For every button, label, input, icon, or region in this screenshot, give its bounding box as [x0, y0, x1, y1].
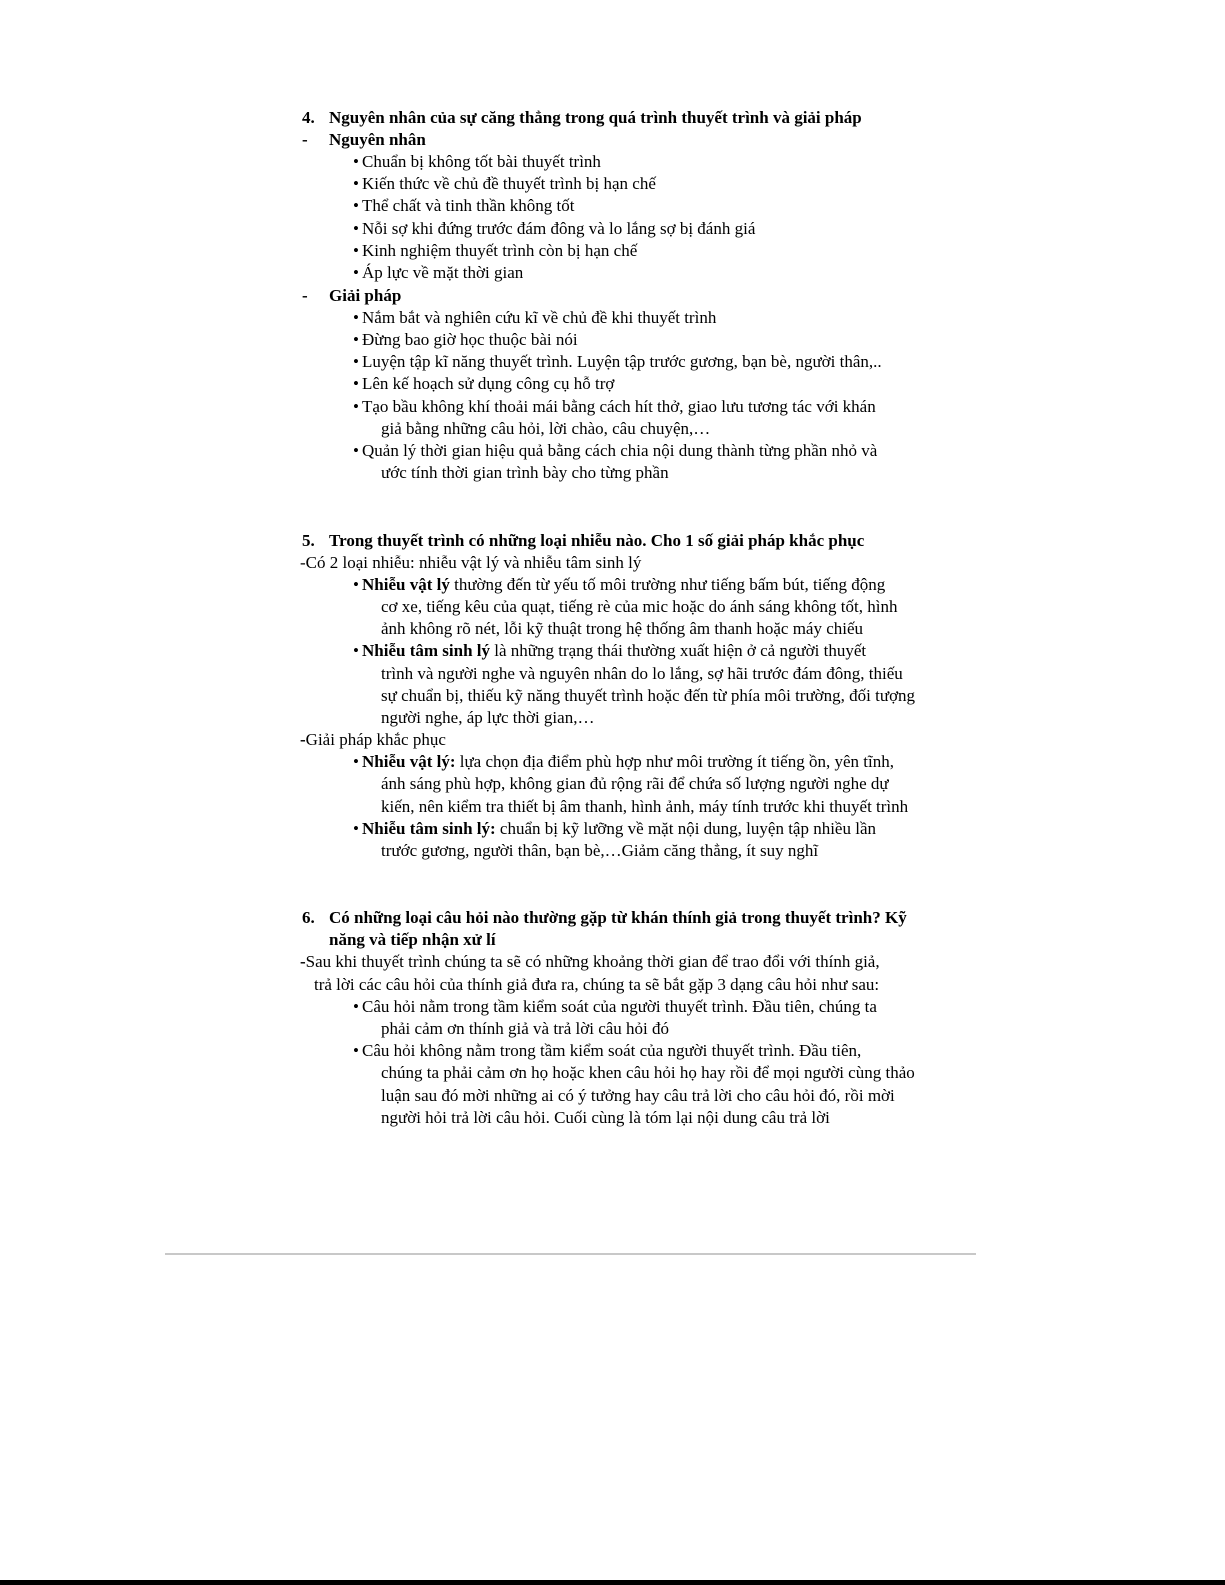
list-item [353, 640, 866, 662]
list-item-text: cơ xe, tiếng kêu của quạt, tiếng rè của mic hoặc do ánh sáng không tốt, hình [381, 597, 898, 616]
list-item-text: sự chuẩn bị, thiếu kỹ năng thuyết trình hoặc đến từ phía môi trường, đối tượng [381, 686, 916, 705]
list-item-text: Câu hỏi không nằm trong tầm kiểm soát của người thuyết trình. Đầu tiên, [362, 1041, 862, 1060]
list-item-text: thường đến từ yếu tố môi trường như tiếng bấm bút, tiếng động [449, 575, 886, 594]
list-item-text: kiến, nên kiểm tra thiết bị âm thanh, hình ảnh, máy tính trước khi thuyết trình [381, 797, 909, 816]
list-item-continuation [381, 1085, 895, 1107]
list-item-continuation [381, 840, 818, 862]
list-item-continuation [381, 1062, 915, 1084]
list-item-text: trình và người nghe và nguyên nhân do lo lắng, sợ hãi trước đám đông, thiếu [381, 664, 903, 683]
list-item-text: giả bằng những câu hỏi, lời chào, câu chuyện,… [381, 419, 711, 438]
fix-label-text: Giải pháp khắc phục [305, 730, 446, 749]
list-item-text: Lên kế hoạch sử dụng công cụ hỗ trợ [362, 374, 615, 393]
bullet-icon: • [353, 997, 359, 1016]
list-item-text: ảnh không rõ nét, lỗi kỹ thuật trong hệ thống âm thanh hoặc máy chiếu [381, 619, 864, 638]
list-item-text: phải cảm ơn thính giả và trả lời câu hỏi đó [381, 1019, 670, 1038]
list-item [353, 262, 523, 284]
list-item-continuation [381, 663, 903, 685]
fix-physical-label: Nhiễu vật lý: [362, 752, 456, 771]
bullet-icon: • [353, 752, 359, 771]
list-item [353, 173, 656, 195]
psych-noise-label: Nhiễu tâm sinh lý [362, 641, 490, 660]
list-item-continuation [381, 618, 863, 640]
section-6-heading-cont: năng và tiếp nhận xử lí [329, 930, 496, 949]
causes-label-text: Nguyên nhân [329, 130, 426, 149]
list-item [353, 440, 877, 462]
list-item-text: lựa chọn địa điểm phù hợp như môi trường ít tiếng ồn, yên tĩnh, [455, 752, 894, 771]
list-item-continuation [381, 707, 594, 729]
list-item [353, 240, 637, 262]
list-item-text: Luyện tập kĩ năng thuyết trình. Luyện tập trước gương, bạn bè, người thân,.. [362, 352, 882, 371]
list-item-text: Quản lý thời gian hiệu quả bằng cách chia nội dung thành từng phần nhỏ và [362, 441, 878, 460]
bullet-icon: • [353, 397, 359, 416]
list-item-text: Nỗi sợ khi đứng trước đám đông và lo lắng sợ bị đánh giá [362, 219, 756, 238]
section-6-heading [302, 907, 907, 929]
bullet-icon: • [353, 352, 359, 371]
list-item [353, 307, 716, 329]
list-item [353, 329, 578, 351]
list-item-continuation [381, 773, 889, 795]
bullet-icon: • [353, 575, 359, 594]
list-item-text: người hỏi trả lời câu hỏi. Cuối cùng là tóm lại nội dung câu trả lời [381, 1108, 830, 1127]
section-5-number: 5. [302, 531, 315, 550]
section-6-intro-cont: trả lời các câu hỏi của thính giả đưa ra, chúng ta sẽ bắt gặp 3 dạng câu hỏi như sau: [314, 975, 880, 994]
section-6-title: Có những loại câu hỏi nào thường gặp từ khán thính giả trong thuyết trình? Kỹ [329, 908, 907, 927]
list-item-text: Đừng bao giờ học thuộc bài nói [362, 330, 578, 349]
fix-psych-label: Nhiễu tâm sinh lý: [362, 819, 496, 838]
section-4-heading [302, 107, 862, 129]
causes-label [302, 129, 426, 151]
page-divider [165, 1253, 976, 1255]
section-4-number: 4. [302, 108, 315, 127]
list-item [353, 151, 601, 173]
intro-text: Sau khi thuyết trình chúng ta sẽ có những khoảng thời gian để trao đổi với thính giả, [305, 952, 880, 971]
section-5-heading [302, 530, 864, 552]
list-item-continuation [381, 796, 908, 818]
list-item-text: người nghe, áp lực thời gian,… [381, 708, 595, 727]
list-item-text: trước gương, người thân, bạn bè,…Giảm căng thẳng, ít suy nghĩ [381, 841, 819, 860]
list-item-continuation [381, 418, 710, 440]
list-item [353, 574, 885, 596]
list-item-text: Chuẩn bị không tốt bài thuyết trình [362, 152, 601, 171]
bullet-icon: • [353, 819, 359, 838]
list-item [353, 396, 876, 418]
list-item-text: Thể chất và tinh thần không tốt [362, 196, 575, 215]
list-item-text: chuẩn bị kỹ lưỡng về mặt nội dung, luyện tập nhiều lần [495, 819, 876, 838]
list-item [353, 996, 877, 1018]
physical-noise-label: Nhiễu vật lý [362, 575, 450, 594]
list-item-text: Nắm bắt và nghiên cứu kĩ về chủ đề khi thuyết trình [362, 308, 717, 327]
list-item-continuation [381, 462, 669, 484]
list-item-continuation [381, 685, 915, 707]
list-item-text: ánh sáng phù hợp, không gian đủ rộng rãi để chứa số lượng người nghe dự [381, 774, 889, 793]
list-item [353, 218, 755, 240]
list-item-text: Áp lực về mặt thời gian [362, 263, 524, 282]
bullet-icon: • [353, 174, 359, 193]
bullet-icon: • [353, 641, 359, 660]
bullet-icon: • [353, 241, 359, 260]
bullet-icon: • [353, 308, 359, 327]
list-item-continuation [381, 596, 897, 618]
list-item-text: luận sau đó mời những ai có ý tưởng hay câu trả lời cho câu hỏi đó, rồi mời [381, 1086, 895, 1105]
bullet-icon: • [353, 1041, 359, 1060]
section-5-intro: -Có 2 loại nhiễu: nhiễu vật lý và nhiễu tâm sinh lý [300, 553, 642, 572]
list-item [353, 351, 882, 373]
dash-marker: - [302, 130, 308, 149]
bullet-icon: • [353, 196, 359, 215]
section-6-intro [300, 951, 880, 973]
bullet-icon: • [353, 152, 359, 171]
solutions-label-text: Giải pháp [329, 286, 402, 305]
list-item-continuation [381, 1107, 830, 1129]
dash-marker: - [300, 952, 306, 971]
list-item-text: Tạo bầu không khí thoải mái bằng cách hít thở, giao lưu tương tác với khán [362, 397, 876, 416]
bullet-icon: • [353, 263, 359, 282]
solutions-label [302, 285, 401, 307]
list-item-text: Câu hỏi nằm trong tầm kiểm soát của người thuyết trình. Đầu tiên, chúng ta [362, 997, 877, 1016]
list-item-text: là những trạng thái thường xuất hiện ở cả người thuyết [490, 641, 867, 660]
bullet-icon: • [353, 219, 359, 238]
bullet-icon: • [353, 374, 359, 393]
list-item [353, 373, 614, 395]
fix-label [300, 729, 446, 751]
dash-marker: - [300, 730, 306, 749]
list-item-text: Kinh nghiệm thuyết trình còn bị hạn chế [362, 241, 638, 260]
list-item-text: ước tính thời gian trình bày cho từng phần [381, 463, 669, 482]
dash-marker: - [302, 286, 308, 305]
bullet-icon: • [353, 330, 359, 349]
section-4-title: Nguyên nhân của sự căng thẳng trong quá trình thuyết trình và giải pháp [329, 108, 862, 127]
section-5-title: Trong thuyết trình có những loại nhiễu nào. Cho 1 số giải pháp khắc phục [329, 531, 865, 550]
bullet-icon: • [353, 441, 359, 460]
list-item [353, 751, 894, 773]
list-item-continuation [381, 1018, 669, 1040]
list-item-text: Kiến thức về chủ đề thuyết trình bị hạn chế [362, 174, 656, 193]
section-6-number: 6. [302, 908, 315, 927]
bottom-edge-bar [0, 1580, 1225, 1585]
list-item [353, 1040, 861, 1062]
list-item-text: chúng ta phải cảm ơn họ hoặc khen câu hỏi họ hay rồi để mọi người cùng thảo [381, 1063, 915, 1082]
list-item [353, 195, 574, 217]
list-item [353, 818, 876, 840]
